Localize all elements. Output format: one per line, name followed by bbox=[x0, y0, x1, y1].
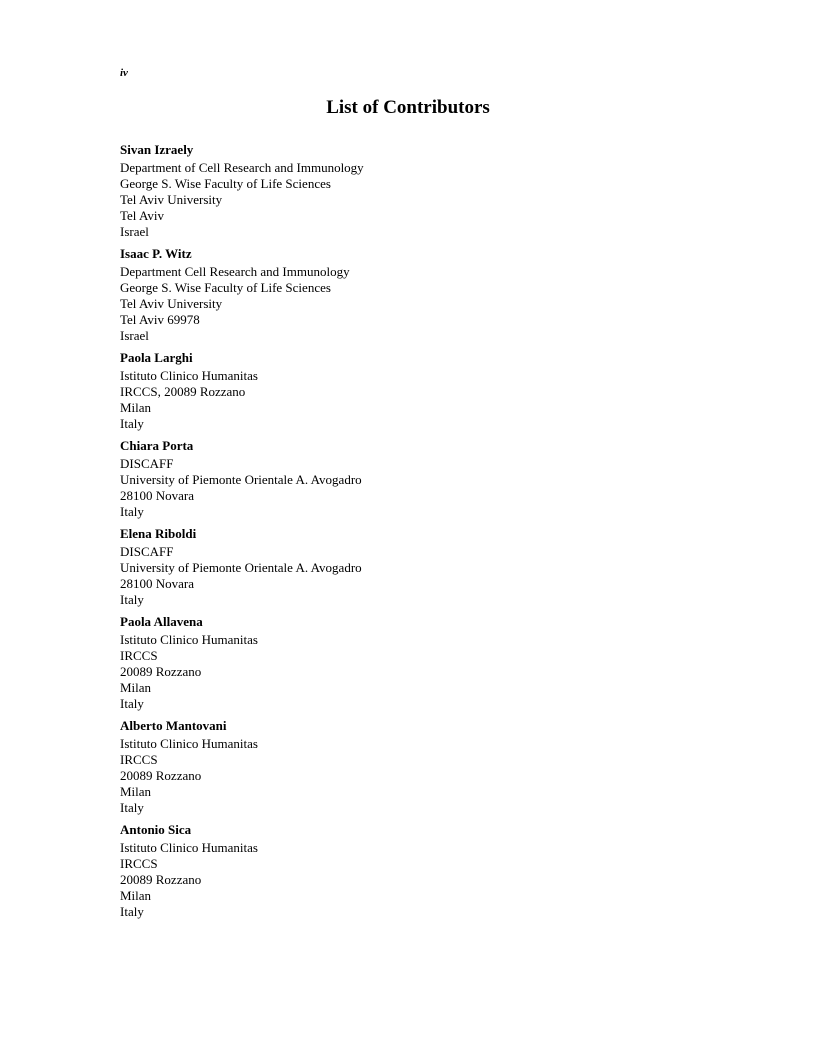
address-line: University of Piemonte Orientale A. Avogadro bbox=[120, 560, 362, 575]
contributor-entry bbox=[120, 822, 720, 920]
address-line: 20089 Rozzano bbox=[120, 768, 202, 783]
contributor-entry bbox=[120, 142, 720, 240]
address-line: 20089 Rozzano bbox=[120, 872, 202, 887]
address-line: George S. Wise Faculty of Life Sciences bbox=[120, 176, 331, 191]
address-line: DISCAFF bbox=[120, 456, 174, 471]
contributor-entry bbox=[120, 614, 720, 712]
address-line: Italy bbox=[120, 800, 144, 815]
address-line: Milan bbox=[120, 888, 152, 903]
address-line: IRCCS bbox=[120, 752, 158, 767]
contributor-entry bbox=[120, 350, 720, 432]
address-line: IRCCS, 20089 Rozzano bbox=[120, 384, 246, 399]
contributors-list bbox=[120, 142, 720, 926]
address-line: Tel Aviv 69978 bbox=[120, 312, 200, 327]
address-line: Istituto Clinico Humanitas bbox=[120, 632, 258, 647]
address-line: Department Cell Research and Immunology bbox=[120, 264, 350, 279]
address-line: Italy bbox=[120, 416, 144, 431]
address-line: Tel Aviv bbox=[120, 208, 164, 223]
address-line: 28100 Novara bbox=[120, 576, 195, 591]
contributor-entry bbox=[120, 718, 720, 816]
contributor-name: Elena Riboldi bbox=[120, 526, 197, 541]
address-line: 28100 Novara bbox=[120, 488, 195, 503]
page-number: iv bbox=[120, 67, 128, 79]
contributor-name: Sivan Izraely bbox=[120, 142, 194, 157]
address-line: IRCCS bbox=[120, 648, 158, 663]
address-line: IRCCS bbox=[120, 856, 158, 871]
contributor-name: Chiara Porta bbox=[120, 438, 194, 453]
address-line: Israel bbox=[120, 224, 149, 239]
contributor-entry bbox=[120, 526, 720, 608]
page-title bbox=[0, 97, 816, 119]
address-line: Milan bbox=[120, 680, 152, 695]
page-title-text: List of Contributors bbox=[326, 97, 490, 118]
address-line: Milan bbox=[120, 784, 152, 799]
contributor-name: Paola Larghi bbox=[120, 350, 193, 365]
contributor-entry bbox=[120, 246, 720, 344]
address-line: Tel Aviv University bbox=[120, 296, 223, 311]
contributor-name: Paola Allavena bbox=[120, 614, 203, 629]
address-line: Italy bbox=[120, 504, 144, 519]
address-line: Istituto Clinico Humanitas bbox=[120, 368, 258, 383]
address-line: Italy bbox=[120, 904, 144, 919]
contributor-name: Alberto Mantovani bbox=[120, 718, 227, 733]
contributor-name: Isaac P. Witz bbox=[120, 246, 192, 261]
address-line: Italy bbox=[120, 696, 144, 711]
address-line: Milan bbox=[120, 400, 152, 415]
address-line: Istituto Clinico Humanitas bbox=[120, 840, 258, 855]
address-line: DISCAFF bbox=[120, 544, 174, 559]
address-line: Italy bbox=[120, 592, 144, 607]
address-line: University of Piemonte Orientale A. Avogadro bbox=[120, 472, 362, 487]
address-line: 20089 Rozzano bbox=[120, 664, 202, 679]
contributor-entry bbox=[120, 438, 720, 520]
address-line: George S. Wise Faculty of Life Sciences bbox=[120, 280, 331, 295]
address-line: Istituto Clinico Humanitas bbox=[120, 736, 258, 751]
contributor-name: Antonio Sica bbox=[120, 822, 192, 837]
address-line: Department of Cell Research and Immunology bbox=[120, 160, 364, 175]
address-line: Tel Aviv University bbox=[120, 192, 223, 207]
address-line: Israel bbox=[120, 328, 149, 343]
